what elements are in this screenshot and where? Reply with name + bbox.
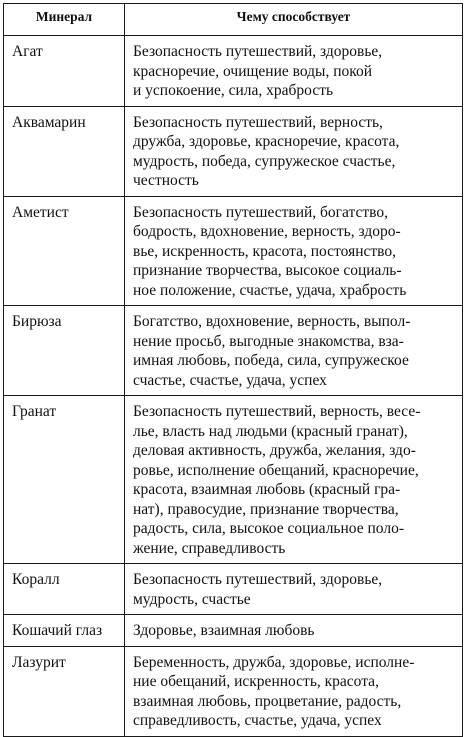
mineral-name: Лазурит xyxy=(4,646,125,736)
table-row xyxy=(4,306,463,396)
mineral-effects xyxy=(125,396,463,564)
effects-line: бодрость, вдохновение, верность, здоро- xyxy=(133,223,401,240)
mineral-name: Аквамарин xyxy=(4,106,125,196)
effects-line: признание творчества, высокое социаль- xyxy=(133,262,402,279)
mineral-effects xyxy=(125,306,463,396)
mineral-effects xyxy=(125,106,463,196)
mineral-effects xyxy=(125,615,463,647)
table-row xyxy=(4,36,463,107)
table-row xyxy=(4,646,463,736)
effects-line: нат), правосудие, признание творчества, xyxy=(133,500,399,518)
effects-line: имная любовь, победа, сила, супружеское xyxy=(133,352,409,369)
effects-line: Безопасность путешествий, здоровье, xyxy=(133,43,383,60)
effects-line: взаимная любовь, процветание, радость, xyxy=(133,692,402,710)
effects-line: честность xyxy=(133,172,199,189)
mineral-name: Аметист xyxy=(4,196,125,306)
effects-line: ние обещаний, искренность, красота, xyxy=(133,673,379,690)
effects-line: ное положение, счастье, удача, храбрость xyxy=(133,281,407,299)
effects-line: лье, власть над людьми (красный гранат), xyxy=(133,422,408,440)
effects-line: Беременность, дружба, здоровье, исполне- xyxy=(133,653,415,671)
mineral-effects xyxy=(125,564,463,615)
effects-line: жение, справедливость xyxy=(133,539,286,557)
mineral-name: Коралл xyxy=(4,564,125,615)
effects-line: счастье, счастье, удача, успех xyxy=(133,371,327,389)
column-header-mineral: Минерал xyxy=(4,4,125,36)
mineral-name: Агат xyxy=(4,36,125,107)
mineral-name: Гранат xyxy=(4,396,125,564)
effects-line: Безопасность путешествий, богатство, xyxy=(133,203,388,221)
mineral-name: Бирюза xyxy=(4,306,125,396)
minerals-table xyxy=(3,3,463,737)
table-row xyxy=(4,564,463,615)
column-header-effect: Чему способствует xyxy=(125,4,463,36)
effects-line: Богатство, вдохновение, верность, выпол- xyxy=(133,313,411,330)
effects-line: красота, взаимная любовь (красный гра- xyxy=(133,481,401,498)
effects-line: нение просьб, выгодные знакомства, вза- xyxy=(133,332,404,350)
effects-line: красноречие, очищение воды, покой xyxy=(133,62,373,80)
effects-line: Здоровье, взаимная любовь xyxy=(133,622,315,639)
mineral-effects xyxy=(125,196,463,306)
effects-line: мудрость, победа, супружеское счастье, xyxy=(133,152,396,170)
table-row xyxy=(4,615,463,647)
effects-line: деловая активность, дружба, желания, здо- xyxy=(133,442,416,459)
table-row xyxy=(4,196,463,306)
mineral-name: Кошачий глаз xyxy=(4,615,125,647)
effects-line: и успокоение, сила, храбрость xyxy=(133,82,334,99)
mineral-effects xyxy=(125,646,463,736)
table-row xyxy=(4,396,463,564)
table-header-row xyxy=(4,4,463,36)
table-row xyxy=(4,106,463,196)
effects-line: Безопасность путешествий, верность, xyxy=(133,113,383,131)
effects-line: Безопасность путешествий, верность, весе- xyxy=(133,403,421,420)
effects-line: ровье, исполнение обещаний, красноречие, xyxy=(133,461,419,479)
effects-line: дружба, здоровье, красноречие, красота, xyxy=(133,133,400,150)
mineral-effects xyxy=(125,36,463,107)
effects-line: Безопасность путешествий, здоровье, xyxy=(133,571,383,588)
effects-line: радость, сила, высокое социальное поло- xyxy=(133,520,404,537)
effects-line: мудрость, счастье xyxy=(133,590,251,608)
effects-line: вье, искренность, красота, постоянство, xyxy=(133,242,396,260)
effects-line: справедливость, счастье, удача, успех xyxy=(133,712,382,729)
